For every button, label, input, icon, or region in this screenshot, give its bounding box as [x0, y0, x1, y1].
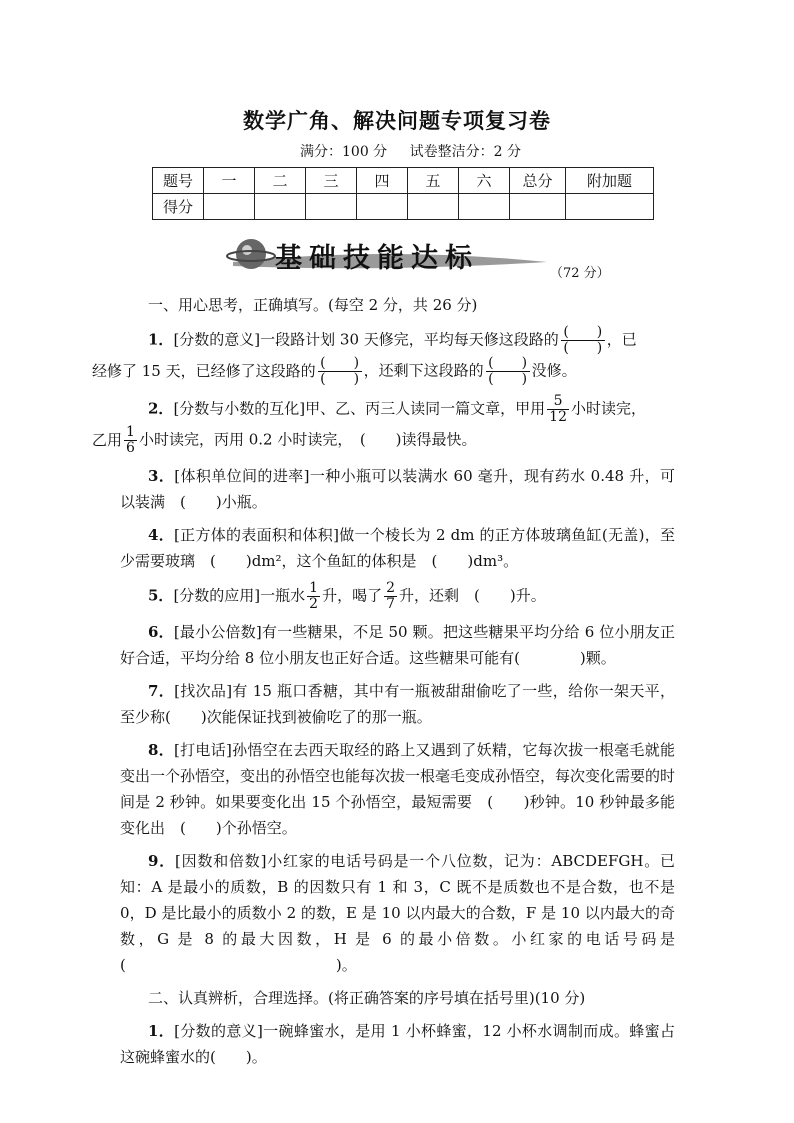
cell-q3: 三: [306, 168, 357, 194]
fraction-blank[interactable]: $\frac{( )}{( )}$: [561, 325, 605, 356]
page-title: 数学广角、解决问题专项复习卷: [243, 108, 551, 133]
score-input[interactable]: [357, 194, 408, 220]
question-1-2: 2．[分数与小数的互化]甲、乙、丙三人读同一篇文章，甲用 $\frac{5}{12}$ 小时读完， 乙用 $\frac{1}{6}$ 小时读完，丙用 0.2 小时读完， ( )读得最快。: [92, 393, 646, 456]
score-table-header-row: [153, 168, 654, 194]
score-input[interactable]: [408, 194, 459, 220]
question-1-1: 1．[分数的意义]一段路计划 30 天修完，平均每天修这段路的 $\frac{( )}{( )}$ ，已 经修了 15 天，已经修了这段路的 $\frac{( )}{( )}$ ，还剩下这段路的 $\frac{( )}{( )}$ 没修。: [92, 324, 637, 387]
score-input[interactable]: [306, 194, 357, 220]
cell-q6: 六: [459, 168, 510, 194]
cell-q1: 一: [204, 168, 255, 194]
question-1-6: 6．[最小公倍数]有一些糖果，不足 50 颗。把这些糖果平均分给 6 位小朋友正好合适，平均分给 8 位小朋友也正好合适。这些糖果可能有( )颗。: [120, 623, 675, 667]
cell-q4: 四: [357, 168, 408, 194]
score-input[interactable]: [566, 194, 654, 220]
score-input[interactable]: [459, 194, 510, 220]
score-input[interactable]: [204, 194, 255, 220]
cell-label: 题号: [153, 168, 204, 194]
fraction: $\frac{1}{2}$: [309, 580, 319, 612]
score-input[interactable]: [510, 194, 566, 220]
fraction: $\frac{2}{7}$: [386, 580, 396, 612]
score-input[interactable]: [255, 194, 306, 220]
score-table-score-row: [153, 194, 654, 220]
fraction: $\frac{1}{6}$: [126, 424, 135, 456]
cell-score-label: 得分: [153, 194, 204, 220]
question-1-4: 4．[正方体的表面积和体积]做一个棱长为 2 dm 的正方体玻璃鱼缸(无盖)，至少需要玻璃 ( )dm²，这个鱼缸的体积是 ( )dm³。: [120, 526, 676, 570]
fraction-blank[interactable]: $\frac{( )}{( )}$: [486, 356, 530, 387]
cell-total: 总分: [510, 168, 566, 194]
questions: [92, 292, 676, 1070]
question-1-7: 7．[找次品]有 15 瓶口香糖，其中有一瓶被甜甜偷吃了一些，给你一架天平，至少称( )次能保证找到被偷吃了的那一瓶。: [120, 682, 676, 726]
fraction-blank[interactable]: $\frac{( )}{( )}$: [318, 356, 362, 387]
cell-q5: 五: [408, 168, 459, 194]
banner-score: （72 分）: [550, 266, 610, 281]
section-2-heading: 二、认真辨析，合理选择。(将正确答案的序号填在括号里)(10 分): [148, 989, 586, 1007]
question-1-9: 9．[因数和倍数]小红家的电话号码是一个八位数，记为：ABCDEFGH。已知：A 是最小的质数，B 的因数只有 1 和 3，C 既不是质数也不是合数，也不是 0，D 是比最小的质数小 2 的数，E 是 10 以内最大的合数，F 是 10 以内最大的奇数，G 是 8 的最大因数，H 是 6 的最小倍数。小红家的电话号码是( )。: [120, 852, 676, 974]
full-score: 满分：100 分: [300, 144, 388, 160]
question-2-1: 1．[分数的意义]一碗蜂蜜水，是用 1 小杯蜂蜜，12 小杯水调制而成。蜂蜜占这碗蜂蜜水的( )。: [120, 1022, 675, 1066]
section-banner: [225, 232, 555, 274]
question-1-5: 5．[分数的应用]一瓶水 $\frac{1}{2}$ 升，喝了 $\frac{2}{7}$ 升，还剩 ( )升。: [148, 580, 546, 612]
neatness-score: 试卷整洁分：2 分: [409, 144, 521, 160]
score-info: [300, 141, 539, 161]
banner-title: 基础技能达标: [275, 243, 479, 274]
cell-bonus: 附加题: [566, 168, 654, 194]
cell-q2: 二: [255, 168, 306, 194]
question-1-3: 3．[体积单位间的进率]一种小瓶可以装满水 60 毫升，现有药水 0.48 升，可以装满 ( )小瓶。: [120, 467, 676, 511]
fraction: $\frac{5}{12}$: [549, 393, 567, 425]
section-1-heading: 一、用心思考，正确填写。(每空 2 分，共 26 分): [148, 296, 478, 314]
score-table: [152, 167, 654, 220]
question-1-8: 8．[打电话]孙悟空在去西天取经的路上又遇到了妖精，它每次拔一根毫毛就能变出一个孙悟空，变出的孙悟空也能每次拔一根毫毛变成孙悟空，每次变化需要的时间是 2 秒钟。如果要变化出 15 个孙悟空，最短需要 ( )秒钟。10 秒钟最多能变化出 ( )个孙悟空。: [120, 741, 676, 837]
